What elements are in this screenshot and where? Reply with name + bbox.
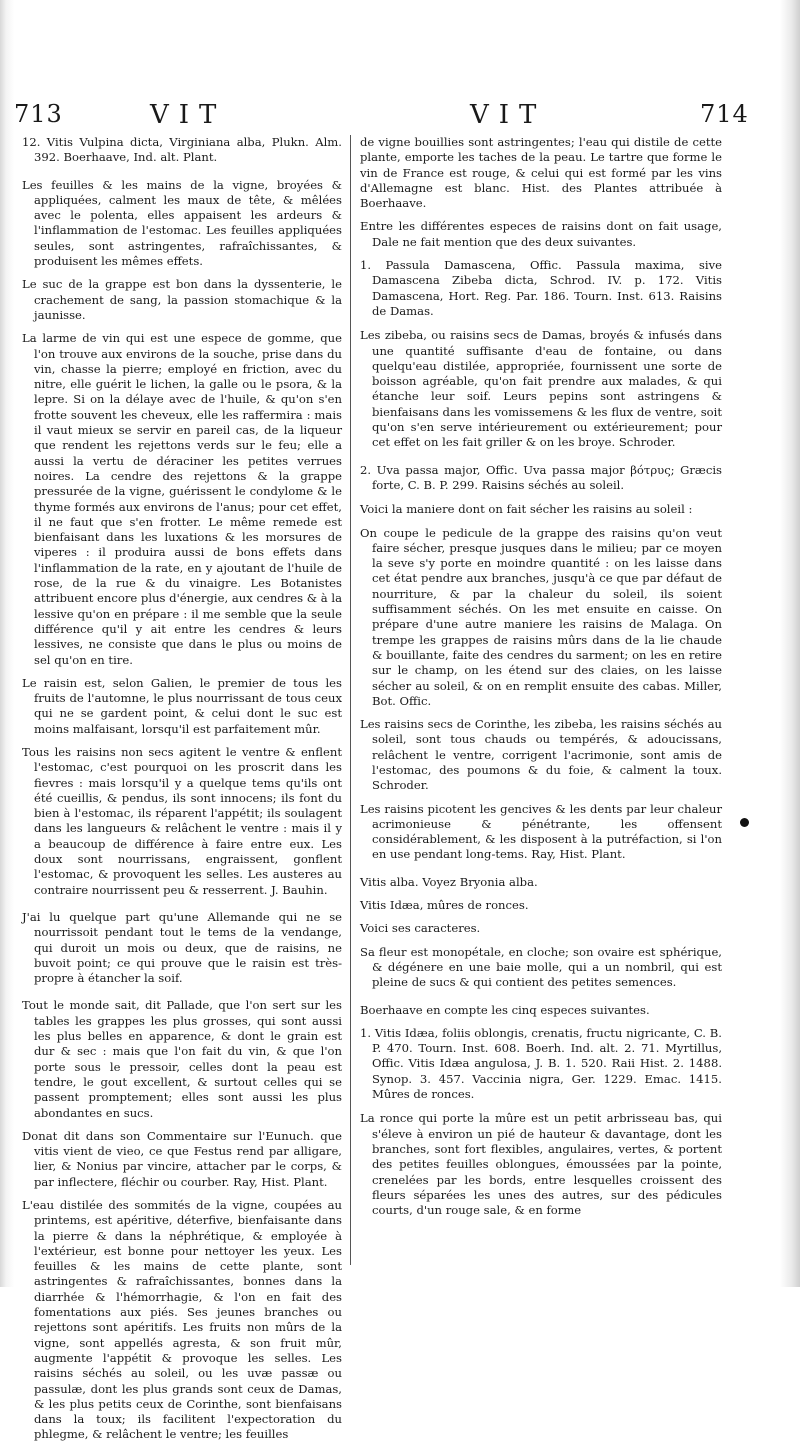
left-page-number: 713 [14,100,63,128]
running-header [0,100,800,140]
paragraph: Tout le monde sait, dit Pallade, que l'on sert sur les tables les grappes les plus grosses, qui sont aussi les plus belles en apparence, & dont le grain est dur & sec : mais que l'on fait du vin, & que l'on porte sous le pressoir, celles dont la peau est tendre, le gout excellent, & surtout celles qui se passent promptement; elles sont aussi les plus abondantes en sucs. [22,998,342,1120]
ink-spot [740,818,749,827]
paragraph: Le raisin est, selon Galien, le premier de tous les fruits de l'automne, le plus nourrissant de tous ceux qui ne se gardent point, & celui dont le suc est moins malfaisant, lorsqu'il est parfaitement mûr. [22,675,342,736]
paragraph: 1. Vitis Idæa, foliis oblongis, crenatis, fructu nigricante, C. B. P. 470. Tourn. Inst. 608. Boerh. Ind. alt. 2. 71. Myrtillus, Offic. Vitis Idæa angulosa, J. B. 1. 520. Raii Hist. 2. 1488. Synop. 3. 457. Vaccinia nigra, Ger. 1229. Emac. 1415. Mûres de ronces. [360,1025,722,1102]
paragraph: Voici ses caracteres. [360,921,481,936]
paragraph: Tous les raisins non secs agitent le ventre & enflent l'estomac, c'est pourquoi on les proscrit dans les fievres : mais lorsqu'il y a quelque tems qu'ils ont été cueillis, & pendus, ils sont innocens; ils font du bien à l'estomac, ils réparent l'appétit; ils soulagent dans les langueurs & relâchent le ventre : mais il y a beaucoup de différence à faire entre eux. Les doux sont nourrissans, engraissent, gonflent l'estomac, & provoquent les selles. Les austeres au contraire nourrissent peu & resserrent. J. Bauhin. [22,744,342,897]
paragraph: Les raisins secs de Corinthe, les zibeba, les raisins séchés au soleil, sont tous chauds ou tempérés, & adoucissans, relâchent le ventre, corrigent l'acrimonie, sont amis de l'estomac, des poumons & du foie, & calment la toux. Schroder. [360,717,722,793]
paragraph: Les feuilles & les mains de la vigne, broyées & appliquées, calment les maux de tête, & mêlées avec le polenta, elles appaisent les ardeurs & l'inflammation de l'estomac. Les feuilles appliquées seules, sont astringentes, rafraîchissantes, & produisent les mêmes effets. [22,177,342,269]
paragraph: La ronce qui porte la mûre est un petit arbrisseau bas, qui s'éleve à environ un pié de hauteur & davantage, dont les branches, sont fort flexibles, angulaires, vertes, & portent des petites feuilles oblongues, émoussées par la pointe, crenelées par les bords, entre lesquelles croissent des fleurs séparées les unes des autres, sur des pédicules courts, d'un rouge sale, & en forme [360,1111,722,1218]
paragraph: 2. Uva passa major, Offic. Uva passa major βότρυς; Græcis forte, C. B. P. 299. Raisins séchés au soleil. [360,462,722,492]
left-running-title: VIT [150,100,227,130]
column-divider [350,135,351,1265]
paragraph: On coupe le pedicule de la grappe des raisins qu'on veut faire sécher, presque jusques dans le milieu; par ce moyen la seve s'y porte en moindre quantité : on les laisse dans cet état pendre aux branches, jusqu'à ce que par défaut de nourriture, & par la chaleur du soleil, ils soient suffisamment séchés. On les met ensuite en caisse. On prépare d'une autre maniere les raisins de Malaga. On trempe les grappes de raisins mûrs dans de la lie chaude & bouillante, faite des cendres du sarment; on les en retire sur le champ, on les étend sur des claies, on les laisse sécher au soleil, & on en remplit ensuite des cabas. Miller, Bot. Offic. [360,525,722,708]
paragraph: Les raisins picotent les gencives & les dents par leur chaleur acrimonieuse & pénétrante, les offensent considérablement, & les disposent à la putréfaction, si l'on en use pendant long-tems. Ray, Hist. Plant. [360,801,722,862]
paragraph: Vitis Idæa, mûres de ronces. [360,898,529,913]
paragraph: J'ai lu quelque part qu'une Allemande qui ne se nourrissoit pendant tout le tems de la vendange, qui duroit un mois ou deux, que de raisins, ne buvoit point; ce qui prouve que le raisin est très-propre à étancher la soif. [22,909,342,986]
right-running-title: VIT [470,100,547,130]
paragraph: L'eau distilée des sommités de la vigne, coupées au printems, est apéritive, déterfive, bienfaisante dans la pierre & dans la néphrétique, & employée à l'extérieur, est bonne pour nettoyer les yeux. Les feuilles & les mains de cette plante, sont astringentes & rafraîchissantes, bonnes dans la diarrhée & l'hémorrhagie, & l'on en fait des fomentations aux piés. Ses jeunes branches ou rejettons sont apéritifs. Les fruits non mûrs de la vigne, sont appellés agresta, & son fruit mûr, augmente l'appétit & provoque les selles. Les raisins séchés au soleil, ou les uvæ passæ ou passulæ, dont les plus grands sont ceux de Damas, & les plus petits ceux de Corinthe, sont bienfaisans dans la toux; ils facilitent l'expectoration du phlegme, & relâchent le ventre; les feuilles [22,1198,342,1442]
paragraph: Le suc de la grappe est bon dans la dyssenterie, le crachement de sang, la passion stomachique & la jaunisse. [22,277,342,322]
paragraph: Vitis alba. Voyez Bryonia alba. [360,874,538,889]
right-page-number: 714 [700,100,749,128]
paragraph: Entre les différentes especes de raisins dont on fait usage, Dale ne fait mention que des deux suivantes. [360,219,722,249]
paragraph: de vigne bouillies sont astringentes; l'eau qui distile de cette plante, emporte les taches de la peau. Le tartre que forme le vin de France est rouge, & celui qui est formé par les vins d'Allemagne est blanc. Hist. des Plantes attribuée à Boerhaave. [360,135,722,211]
left-text-column [22,135,342,1451]
paragraph: Voici la maniere dont on fait sécher les raisins au soleil : [360,502,693,517]
paragraph: Les zibeba, ou raisins secs de Damas, broyés & infusés dans une quantité suffisante d'eau de fontaine, ou dans quelqu'eau distilée, appropriée, fournissent une sorte de boisson agréable, qu'on fait prendre aux malades, & qui étanche leur soif. Leurs pepins sont astringens & bienfaisans dans les vomissemens & les flux de ventre, soit qu'on s'en serve intérieurement ou extérieurement; pour cet effet on les fait griller & on les broye. Schroder. [360,328,722,450]
paragraph: Boerhaave en compte les cinq especes suivantes. [360,1002,650,1017]
paragraph: Sa fleur est monopétale, en cloche; son ovaire est sphérique, & dégénere en une baie molle, qui a un nombril, qui est pleine de sucs & qui contient des petites semences. [360,944,722,990]
right-text-column [360,135,722,1226]
paragraph: 1. Passula Damascena, Offic. Passula maxima, sive Damascena Zibeba dicta, Schrod. IV. p. 172. Vitis Damascena, Hort. Reg. Par. 186. Tourn. Inst. 613. Raisins de Damas. [360,258,722,318]
paragraph: 12. Vitis Vulpina dicta, Virginiana alba, Plukn. Alm. 392. Boerhaave, Ind. alt. Plant. [22,135,342,165]
paragraph: La larme de vin qui est une espece de gomme, que l'on trouve aux environs de la souche, prise dans du vin, chasse la pierre; employé en friction, avec du nitre, elle guérit le lichen, la galle ou le psora, & la lepre. Si on la délaye avec de l'huile, & qu'on s'en frotte souvent les cheveux, elle les raffermira : mais il vaut mieux se servir en pareil cas, de la liqueur que rendent les rejettons verds sur le feu; elle a aussi la vertu de déraciner les petites verrues noires. La cendre des rejettons & la grappe pressurée de la vigne, guérissent le condylome & le thyme formés aux environs de l'anus; pour cet effet, il ne faut que s'en frotter. Le même remede est bienfaisant dans les luxations & les morsures de viperes : il produira aussi de bons effets dans l'inflammation de la rate, en y ajoutant de l'huile de rose, de la rue & du vinaigre. Les Botanistes attribuent encore plus d'énergie, aux cendres & à la lessive qu'on en prépare : il me semble que la seule différence qu'il y ait entre les cendres & leurs lessives, ne consiste que dans le plus ou moins de sel qu'on en tire. [22,331,342,667]
paragraph: Donat dit dans son Commentaire sur l'Eunuch. que vitis vient de vieo, ce que Festus rend par alligare, lier, & Nonius par vincire, attacher par le corps, & par inflectere, fléchir ou courber. Ray, Hist. Plant. [22,1128,342,1189]
